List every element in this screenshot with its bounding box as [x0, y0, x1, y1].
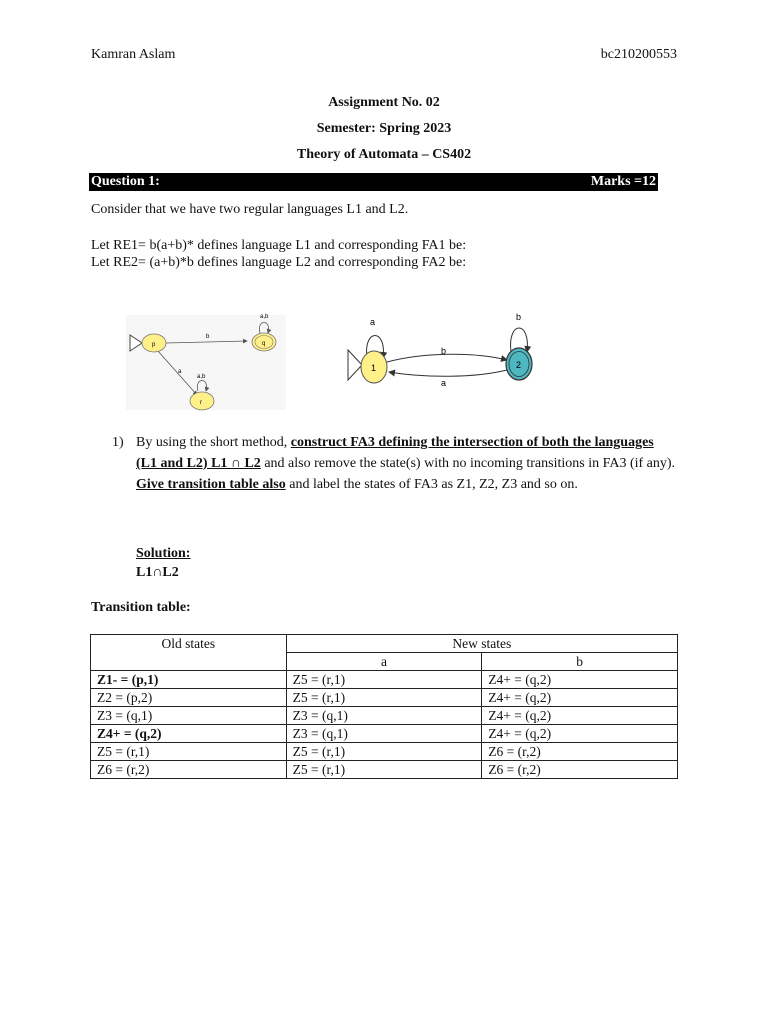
fa1-label-rloop: a,b: [197, 374, 206, 380]
table-row: [91, 761, 678, 779]
header-input-a: a: [286, 653, 482, 671]
fa2-state-1-label: 1: [371, 363, 377, 373]
cell-b: Z6 = (r,2): [482, 761, 678, 779]
fa2-diagram: [345, 310, 540, 400]
fa2-label-s1s2: b: [441, 346, 447, 356]
cell-a: Z5 = (r,1): [286, 743, 482, 761]
cell-a: Z3 = (q,1): [286, 725, 482, 743]
author-name: Kamran Aslam: [91, 47, 176, 62]
fa1-state-r-label: r: [200, 400, 202, 406]
transition-table: [90, 634, 678, 779]
cell-a: Z3 = (q,1): [286, 707, 482, 725]
cell-old: Z6 = (r,2): [91, 761, 287, 779]
table-title: Transition table:: [91, 600, 191, 615]
fa1-label-pr: a: [178, 369, 182, 375]
fa2-start-icon: [348, 350, 362, 380]
semester-title: Semester: Spring 2023: [316, 121, 452, 136]
fa2-label-s2loop: b: [516, 312, 522, 322]
cell-b: Z4+ = (q,2): [482, 707, 678, 725]
table-row: [91, 725, 678, 743]
fa2-label-s1loop: a: [370, 317, 376, 327]
re1-text: Let RE1= b(a+b)* defines language L1 and corresponding FA1 be:: [91, 238, 467, 253]
fa1-diagram: [120, 305, 290, 415]
table-row: [91, 671, 678, 689]
cell-old: Z4+ = (q,2): [91, 725, 287, 743]
cell-b: Z6 = (r,2): [482, 743, 678, 761]
table-row: [91, 689, 678, 707]
cell-b: Z4+ = (q,2): [482, 689, 678, 707]
cell-a: Z5 = (r,1): [286, 689, 482, 707]
table-row: [91, 707, 678, 725]
cell-old: Z2 = (p,2): [91, 689, 287, 707]
header-new-states: New states: [286, 635, 677, 653]
cell-a: Z5 = (r,1): [286, 761, 482, 779]
intro-text: Consider that we have two regular languages L1 and L2.: [91, 202, 409, 217]
fa1-state-p-label: p: [152, 342, 156, 348]
solution-expr: L1∩L2: [136, 565, 179, 580]
cell-old: Z1- = (p,1): [91, 671, 287, 689]
fa1-state-q-label: q: [262, 341, 266, 347]
assignment-title: Assignment No. 02: [328, 95, 440, 110]
cell-b: Z4+ = (q,2): [482, 671, 678, 689]
header-input-b: b: [482, 653, 678, 671]
course-title: Theory of Automata – CS402: [296, 147, 472, 162]
fa2-label-s2s1: a: [441, 378, 447, 388]
student-id: bc210200553: [600, 47, 677, 62]
cell-old: Z3 = (q,1): [91, 707, 287, 725]
question-marks: Marks =12: [590, 174, 656, 189]
solution-label: Solution:: [136, 546, 191, 561]
cell-a: Z5 = (r,1): [286, 671, 482, 689]
task-number: 1): [112, 435, 124, 450]
fa1-state-r: [190, 392, 214, 410]
question-bar: [89, 173, 658, 191]
fa1-label-qloop: a,b: [260, 314, 269, 320]
table-row: [91, 743, 678, 761]
fa2-state-2-label: 2: [516, 360, 522, 370]
question-label: Question 1:: [91, 174, 160, 189]
fa1-label-pq: b: [206, 334, 210, 340]
cell-b: Z4+ = (q,2): [482, 725, 678, 743]
task-text: By using the short method, construct FA3 defining the intersection of both the languages (L1 and L2) L1 ∩ L2 and also remove the state(s) with no incoming transitions in FA3 (if any). Give transition table also and label the states of FA3 as Z1, Z2, Z3 and so on.: [136, 435, 676, 492]
cell-old: Z5 = (r,1): [91, 743, 287, 761]
re2-text: Let RE2= (a+b)*b defines language L2 and corresponding FA2 be:: [91, 255, 467, 270]
header-old-states: Old states: [91, 635, 287, 671]
